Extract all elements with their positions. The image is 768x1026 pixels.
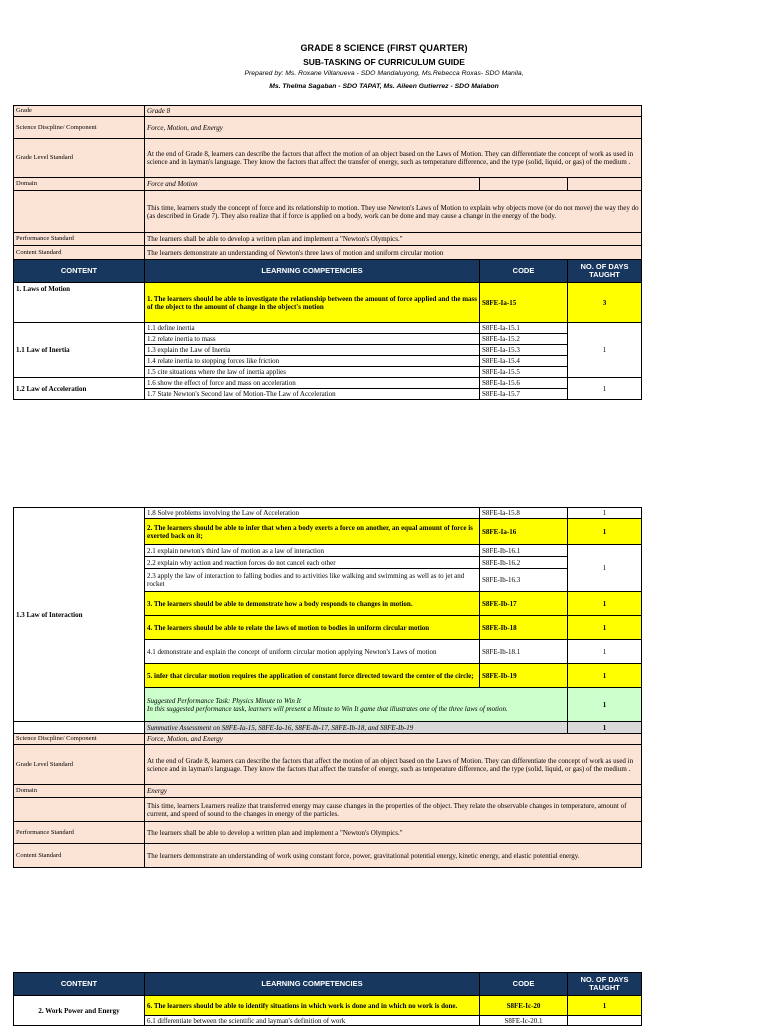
performance-task-days: 1	[568, 688, 642, 722]
domain-label-2: Domain	[14, 785, 145, 798]
days-6: 1	[568, 996, 642, 1016]
competency-2: 2. The learners should be able to infer that when a body exerts a force on another, an equal amount of force is exerted back on it;	[145, 519, 480, 545]
code-4: S8FE-Ib-18	[480, 616, 568, 640]
grade-level-standard: At the end of Grade 8, learners can describe the factors that affect the motion of an object based on the Laws of Motion. They can differentiate the concept of work as used in science and in layman's language. They know the factors that affect the transfer of energy, such as temperature difference, and the type (solid, liquid, or gas) of the medium .	[145, 139, 642, 178]
performance-task-title: Suggested Performance Task: Physics Minute to Win It	[147, 696, 301, 705]
summative-days: 1	[568, 722, 642, 734]
component-value: Force, Motion, and Energy	[145, 117, 642, 139]
list-item-code: S8FE-Ia-15.6	[480, 378, 568, 389]
content-standard-2: The learners demonstrate an understanding of work using constant force, power, gravitational potential energy, kinetic energy, and elastic potential energy.	[145, 844, 642, 868]
competency-6: 6. The learners should be able to identify situations in which work is done and in which no work is done.	[145, 996, 480, 1016]
grade-value: Grade 8	[145, 106, 642, 117]
list-item-code: S8FE-Ib-16.2	[480, 557, 568, 569]
performance-standard-label: Performance Standard	[14, 233, 145, 246]
component-label: Science Discpline/ Component	[14, 117, 145, 139]
days-1: 3	[568, 283, 642, 323]
days-2: 1	[568, 519, 642, 545]
list-item: 1.5 cite situations where the law of inertia applies	[145, 367, 480, 378]
col-content-2: CONTENT	[14, 973, 145, 996]
list-item-code: S8FE-Ia-15.2	[480, 334, 568, 345]
list-item-code: S8FE-Ia-15.8	[480, 508, 568, 519]
domain-value: Force and Motion	[145, 178, 480, 191]
performance-task-desc: In this suggested performance task, learners will present a Minute to Win It game that illustrates one of the three laws of motion.	[147, 704, 508, 713]
days-4: 1	[568, 616, 642, 640]
code-2: S8FE-Ia-16	[480, 519, 568, 545]
content-law-of-interaction: 1.3 Law of Interaction	[14, 508, 145, 722]
content-work-power-energy: 2. Work Power and Energy	[14, 996, 145, 1026]
code-6: S8FE-Ic-20	[480, 996, 568, 1016]
col-code: CODE	[480, 260, 568, 283]
list-item-code: S8FE-Ia-15.7	[480, 389, 568, 400]
list-item-code: S8FE-Ic-20.1	[480, 1016, 568, 1026]
code-3: S8FE-Ib-17	[480, 592, 568, 616]
curriculum-table-2	[13, 507, 642, 868]
content-law-of-inertia: 1.1 Law of Inertia	[14, 323, 145, 378]
competency-4: 4. The learners should be able to relate the laws of motion to bodies in uniform circular motion	[145, 616, 480, 640]
list-item-days: 1	[568, 640, 642, 664]
days-acceleration: 1	[568, 378, 642, 400]
performance-standard-2: The learners shall be able to develop a written plan and implement a "Newton's Olympics."	[145, 822, 642, 844]
list-item: 1.2 relate inertia to mass	[145, 334, 480, 345]
content-standard: The learners demonstrate an understanding of Newton's three laws of motion and uniform circular motion	[145, 246, 642, 260]
performance-standard-label-2: Performance Standard	[14, 822, 145, 844]
competency-5: 5. infer that circular motion requires the application of constant force directed toward the center of the circle;	[145, 664, 480, 688]
list-item: 1.7 State Newton's Second law of Motion-The Law of Acceleration	[145, 389, 480, 400]
list-item-code: S8FE-Ib-16.3	[480, 569, 568, 592]
domain-value-2: Energy	[145, 785, 642, 798]
curriculum-table-1	[13, 105, 642, 400]
code-5: S8FE-Ib-19	[480, 664, 568, 688]
days-inertia: 1	[568, 323, 642, 378]
domain-description-2: This time, learners Learners realize that transferred energy may cause changes in the properties of the object. They relate the observable changes in temperature, amount of current, and speed of sound to the changes in energy of the particles.	[145, 798, 642, 822]
days-2-sub: 1	[568, 545, 642, 592]
competency-3: 3. The learners should be able to demonstrate how a body responds to changes in motion.	[145, 592, 480, 616]
list-item: 1.3 explain the Law of Inertia	[145, 345, 480, 356]
list-item-code: S8FE-Ia-15.5	[480, 367, 568, 378]
content-laws-of-motion: 1. Laws of Motion	[14, 283, 145, 323]
col-content: CONTENT	[14, 260, 145, 283]
list-item: 6.1 differentiate between the scientific and layman's definition of work	[145, 1016, 480, 1026]
content-law-of-acceleration: 1.2 Law of Acceleration	[14, 378, 145, 400]
component-label-2: Science Discpline/ Component	[14, 734, 145, 745]
content-standard-label-2: Content Standard	[14, 844, 145, 868]
col-days-2: NO. OF DAYS TAUGHT	[568, 973, 642, 996]
list-item-days: 1	[568, 508, 642, 519]
list-item-code: S8FE-Ia-15.1	[480, 323, 568, 334]
component-value-2: Force, Motion, and Energy	[145, 734, 642, 745]
list-item: 4.1 demonstrate and explain the concept of uniform circular motion applying Newton's Laws of motion	[145, 640, 480, 664]
performance-task	[145, 688, 568, 722]
content-standard-label: Content Standard	[14, 246, 145, 260]
competency-1: 1. The learners should be able to investigate the relationship between the amount of force applied and the mass of the object to the amount of change in the object's motion	[145, 283, 480, 323]
list-item: 1.8 Solve problems involving the Law of Acceleration	[145, 508, 480, 519]
list-item-code: S8FE-Ib-16.1	[480, 545, 568, 557]
days-3: 1	[568, 592, 642, 616]
list-item: 2.2 explain why action and reaction forces do not cancel each other	[145, 557, 480, 569]
grade-level-standard-2: At the end of Grade 8, learners can describe the factors that affect the motion of an object based on the Laws of Motion. They can differentiate the concept of work as used in science and in layman's language. They know the factors that affect the transfer of energy, such as temperature difference, and the type (solid, liquid, or gas) of the medium .	[145, 745, 642, 785]
curriculum-table-3	[13, 972, 642, 1026]
list-item: 1.6 show the effect of force and mass on acceleration	[145, 378, 480, 389]
grade-level-standard-label-2: Grade Level Standard	[14, 745, 145, 785]
prepared-by-line: Prepared by: Ms. Roxane Villanueva - SDO Mandaluyong, Ms.Rebecca Roxas- SDO Manila,	[244, 70, 524, 77]
prepared-by-line-2: Ms. Thelma Sagaban - SDO TAPAT, Ms. Aileen Gutierrez - SDO Malabon	[269, 83, 499, 90]
grade-label: Grade	[14, 106, 145, 117]
list-item: 1.4 relate inertia to stopping forces like friction	[145, 356, 480, 367]
col-days: NO. OF DAYS TAUGHT	[568, 260, 642, 283]
document-subtitle: SUB-TASKING OF CURRICULUM GUIDE	[303, 57, 465, 67]
list-item: 1.1 define inertia	[145, 323, 480, 334]
list-item-code: S8FE-Ia-15.3	[480, 345, 568, 356]
domain-label: Domain	[14, 178, 145, 191]
summative-assessment: Summative Assessment on S8FE-Ia-15, S8FE-Ia-16, S8FE-Ib-17, S8FE-Ib-18, and S8FE-Ib-19	[145, 722, 568, 734]
days-5: 1	[568, 664, 642, 688]
col-competencies: LEARNING COMPETENCIES	[145, 260, 480, 283]
performance-standard: The learners shall be able to develop a written plan and implement a "Newton's Olympics."	[145, 233, 642, 246]
list-item-code: S8FE-Ia-15.4	[480, 356, 568, 367]
list-item: 2.1 explain newton's third law of motion as a law of interaction	[145, 545, 480, 557]
col-competencies-2: LEARNING COMPETENCIES	[145, 973, 480, 996]
col-code-2: CODE	[480, 973, 568, 996]
list-item-code: S8FE-Ib-18.1	[480, 640, 568, 664]
code-1: S8FE-Ia-15	[480, 283, 568, 323]
domain-description: This time, learners study the concept of force and its relationship to motion. They use Newton's Laws of Motion to explain why objects move (or do not move) the way they do (as described in Grade 7). They also realize that if force is applied on a body, work can be done and may cause a change in the energy of the body.	[145, 191, 642, 233]
document-title: GRADE 8 SCIENCE (FIRST QUARTER)	[300, 43, 468, 53]
grade-level-standard-label: Grade Level Standard	[14, 139, 145, 178]
list-item: 2.3 apply the law of interaction to falling bodies and to activities like walking and swimming as well as to jet and rocket	[145, 569, 480, 592]
